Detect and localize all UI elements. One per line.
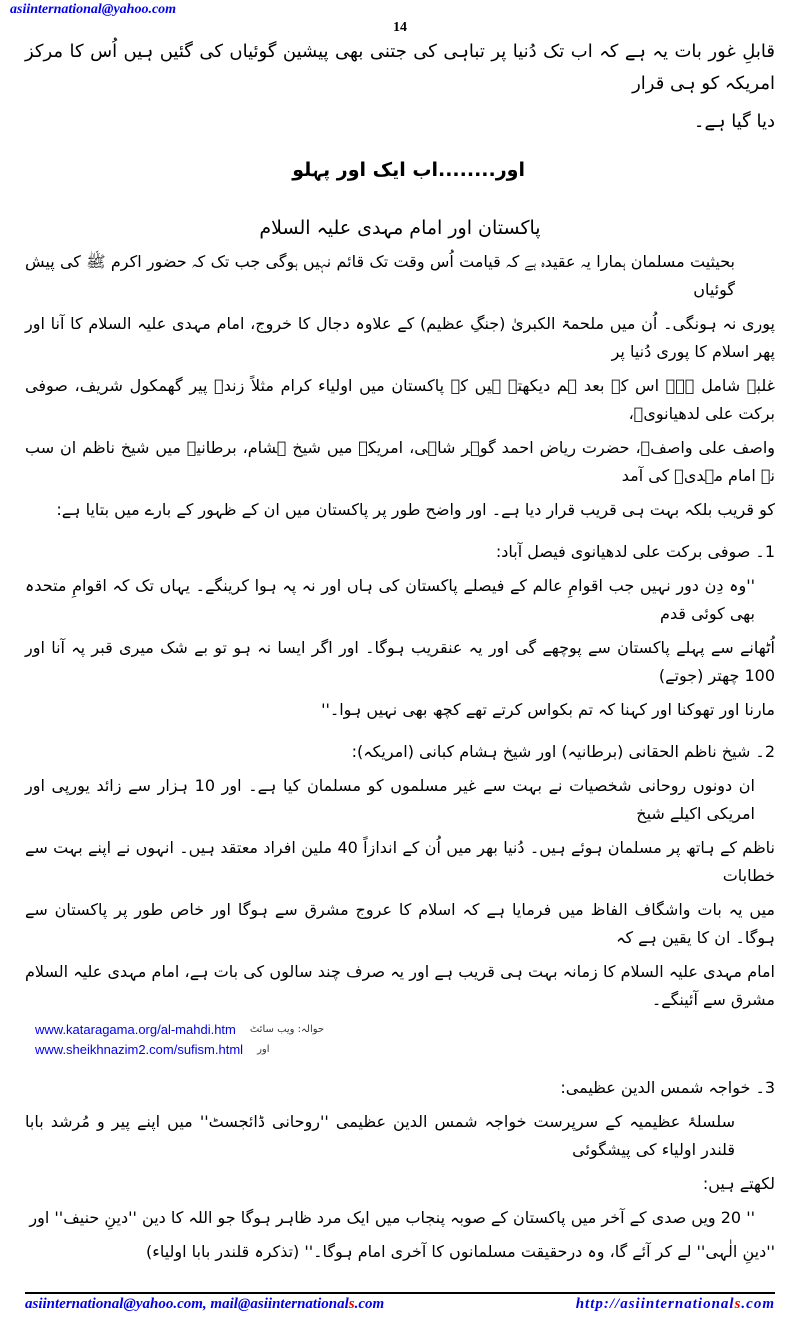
footer-site-accent: s [734, 1296, 742, 1312]
item2-para-line: میں یہ بات واشگاف الفاظ میں فرمایا ہے کہ اسلام کا عروج مشرق سے ہوگا اور خاص طور پر پاکستان سے ہوگا۔ ان کا یقین ہے کہ [25, 900, 775, 947]
item1-heading: 1۔ صوفی برکت علی لدھیانوی فیصل آباد: [495, 542, 775, 561]
footer [25, 1296, 775, 1313]
para1-line: پوری نہ ہونگی۔ اُن میں ملحمۃ الکبریٰ (جنگِ عظیم) کے علاوہ دجال کا خروج، امام مہدی علیہ السلام کا آنا اور پھر اسلام کا پوری دُنیا پر [25, 314, 775, 361]
section-title: پاکستان اور امام مہدی علیہ السلام [259, 217, 541, 239]
item3-para-line: سلسلۂ عظیمیہ کے سرپرست خواجہ شمس الدین عظیمی ''روحانی ڈائجسٹ'' میں اپنے پیر و مُرشد بابا قلندر اولیاء کی پیشگوئی [25, 1112, 735, 1159]
subheading: اور........اب ایک اور پہلو [292, 159, 525, 181]
footer-divider [25, 1292, 775, 1294]
intro-line-2: دیا گیا ہے۔ [693, 111, 775, 132]
item3-quote-line: ''دینِ الٰہی'' لے کر آئے گا، وہ درحقیقت مسلمانوں کا آخری امام ہوگا۔'' (تذکرہ قلندر بابا اولیاء) [146, 1242, 775, 1261]
page-number: 14 [393, 20, 407, 35]
item3-heading: 3۔ خواجہ شمس الدین عظیمی: [560, 1078, 775, 1097]
header-email[interactable]: asiinternational@yahoo.com [10, 2, 177, 17]
footer-email-end: .com [354, 1296, 385, 1312]
footer-website-link[interactable] [576, 1296, 775, 1313]
para1-line: بحیثیت مسلمان ہمارا یہ عقیدہ ہے کہ قیامت اُس وقت تک قائم نہیں ہوگی جب تک کہ حضور اکرم ﷺ کی پیش گوئیاں [25, 252, 735, 299]
item1-quote-line: مارنا اور تھوکنا اور کہنا کہ تم بکواس کرتے تھے کچھ بھی نہیں ہوا۔'' [321, 700, 775, 719]
item1-quote-line: ''وہ دِن دور نہیں جب اقوامِ عالم کے فیصلے پاکستان کی ہاں اور نہ پہ ہوا کرینگے۔ یہاں تک کہ اقوامِ متحدہ بھی کوئی قدم [25, 576, 755, 623]
item2-heading: 2۔ شیخ ناظم الحقانی (برطانیہ) اور شیخ ہشام کبانی (امریکہ): [351, 742, 775, 761]
reference-row [35, 1020, 775, 1040]
footer-site-end: .com [741, 1296, 775, 1312]
document-body [25, 36, 775, 1272]
footer-site-text: http://asiinternational [575, 1296, 735, 1312]
item2-para-line: ان دونوں روحانی شخصیات نے بہت سے غیر مسلموں کو مسلمان کیا ہے۔ اور 10 ہزار سے زائد یورپی اور امریکی اکیلے شیخ [25, 776, 756, 823]
item2-para-line: امام مہدی علیہ السلام کا زمانہ بہت ہی قریب ہے اور یہ صرف چند سالوں کی بات ہے، امام مہدی علیہ السلام مشرق سے آئینگے۔ [25, 962, 775, 1009]
intro-line-1: قابلِ غور بات یہ ہے کہ اب تک دُنیا پر تباہی کی جتنی بھی پیشین گوئیاں کی گئیں ہیں اُس کا مرکز امریکہ کو ہی قرار [25, 41, 775, 94]
item2-para-line: ناظم کے ہاتھ پر مسلمان ہوئے ہیں۔ دُنیا بھر میں اُن کے اندازاً 40 ملین افراد معتقد ہیں۔ انہوں نے اپنے بہت سے خطابات [25, 838, 776, 885]
footer-emails[interactable] [25, 1296, 384, 1313]
references [35, 1020, 775, 1060]
para1-line: واصف علی واصفؒ، حضرت ریاض احمد گوہر شاہی، امریکہ میں شیخ ہشام، برطانیہ میں شیخ ناظم ان سب نے امام مہدیؑ کی آمد [25, 438, 775, 485]
reference-link-kataragama[interactable]: www.kataragama.org/al-mahdi.htm [35, 1022, 236, 1037]
footer-email-accent: s [348, 1296, 355, 1312]
para1-line: غلبہ شامل ہے۔ اس کے بعد ہم دیکھتے ہیں کہ پاکستان میں اولیاء کرام مثلاً زندہ پیر گھمکول شریف، صوفی برکت علی لدھیانویؒ، [25, 376, 775, 423]
reference-link-sheikhnazim[interactable]: www.sheikhnazim2.com/sufism.html [35, 1042, 244, 1057]
item3-para-line: لکھتے ہیں: [702, 1174, 775, 1193]
para1-line: کو قریب بلکہ بہت ہی قریب قرار دیا ہے۔ اور واضح طور پر پاکستان میں ان کے ظہور کے بارے میں بتایا ہے: [56, 500, 775, 519]
reference-note: حوالہ: ویب سائٹ [249, 1024, 325, 1035]
reference-note: اور [257, 1044, 270, 1055]
reference-row [35, 1040, 775, 1060]
footer-email-text: asiinternational@yahoo.com, mail@asiinternational [25, 1296, 349, 1312]
item3-quote-line: '' 20 ویں صدی کے آخر میں پاکستان کے صوبہ پنجاب میں ایک مرد ظاہر ہوگا جو اللہ کا دین ''دینِ حنیف'' اور [29, 1208, 755, 1227]
item1-quote-line: اُٹھانے سے پہلے پاکستان سے پوچھے گی اور یہ عنقریب ہوگا۔ اور اگر ایسا نہ ہو تو بے شک میری قبر پہ آنا اور 100 چھتر (جوتے) [25, 638, 775, 685]
